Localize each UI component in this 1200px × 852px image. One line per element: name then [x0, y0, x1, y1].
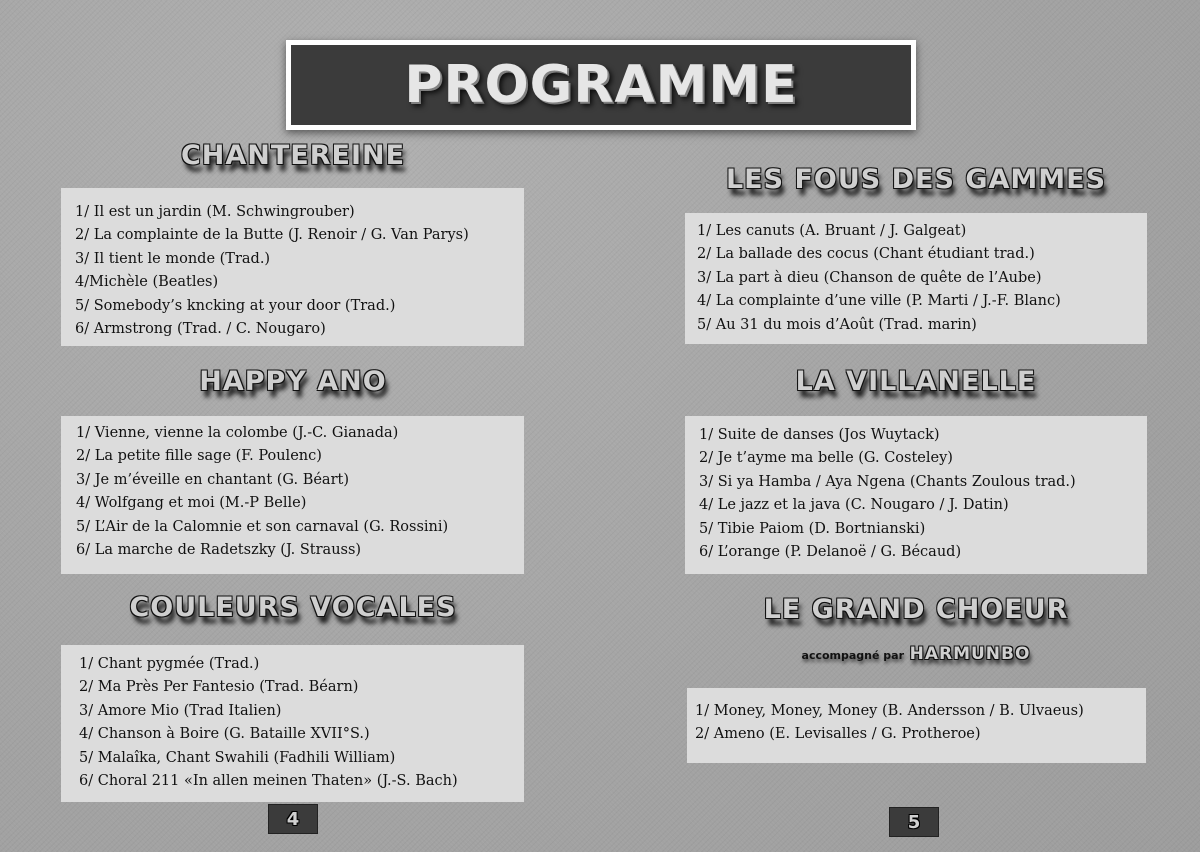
song-item: 6/ La marche de Radetszky (J. Strauss)	[76, 542, 362, 559]
page-number-right: 5	[889, 807, 939, 837]
song-item: 6/ L’orange (P. Delanoë / G. Bécaud)	[699, 544, 962, 561]
section-title-chantereine: CHANTEREINE	[180, 140, 406, 171]
song-item: 4/ La complainte d’une ville (P. Marti / J.-F. Blanc)	[697, 293, 1061, 310]
section-title-couleurs-vocales: COULEURS VOCALES	[129, 592, 457, 623]
song-list-chantereine	[61, 188, 524, 346]
song-item: 3/ Amore Mio (Trad Italien)	[79, 702, 282, 719]
song-item: 1/ Vienne, vienne la colombe (J.-C. Gianada)	[76, 425, 399, 441]
song-item: 3/ Je m’éveille en chantant (G. Béart)	[76, 471, 349, 488]
song-item: 2/ La petite fille sage (F. Poulenc)	[76, 448, 322, 465]
section-title-le-grand-choeur: LE GRAND CHOEUR	[763, 594, 1069, 625]
song-item: 5/ L’Air de la Calomnie et son carnaval (G. Rossini)	[76, 518, 449, 535]
song-item: 2/ Ma Près Per Fantesio (Trad. Béarn)	[79, 679, 359, 696]
song-list-happy-ano	[61, 416, 524, 574]
section-title-les-fous-des-gammes: LES FOUS DES GAMMES	[725, 164, 1107, 195]
song-item: 2/ Je t’ayme ma belle (G. Costeley)	[699, 450, 953, 467]
song-item: 1/ Il est un jardin (M. Schwingrouber)	[75, 204, 355, 220]
song-item: 1/ Money, Money, Money (B. Andersson / B. Ulvaeus)	[695, 703, 1084, 719]
programme-title: PROGRAMME	[404, 55, 798, 115]
section-title-la-villanelle: LA VILLANELLE	[795, 366, 1037, 397]
accompaniment-prefix: accompagné par	[801, 649, 905, 662]
song-item: 3/ Si ya Hamba / Aya Ngena (Chants Zoulous trad.)	[699, 473, 1076, 490]
song-list-la-villanelle	[685, 416, 1147, 574]
song-item: 5/ Au 31 du mois d’Août (Trad. marin)	[697, 316, 977, 333]
song-item: 1/ Chant pygmée (Trad.)	[79, 656, 260, 672]
song-item: 1/ Les canuts (A. Bruant / J. Galgeat)	[697, 223, 967, 239]
song-item: 2/ La ballade des cocus (Chant étudiant trad.)	[697, 246, 1035, 263]
song-list-couleurs-vocales	[61, 645, 524, 802]
accompaniment-subtitle	[684, 644, 1148, 664]
song-item: 6/ Armstrong (Trad. / C. Nougaro)	[75, 321, 326, 338]
programme-title-banner	[286, 40, 916, 130]
song-item: 5/ Malaîka, Chant Swahili (Fadhili William)	[79, 749, 396, 766]
song-item: 3/ Il tient le monde (Trad.)	[75, 250, 271, 267]
song-item: 1/ Suite de danses (Jos Wuytack)	[699, 427, 940, 443]
song-item: 5/ Somebody’s kncking at your door (Trad.)	[75, 297, 396, 314]
song-item: 2/ La complainte de la Butte (J. Renoir / G. Van Parys)	[75, 227, 469, 244]
song-item: 4/Michèle (Beatles)	[75, 274, 219, 291]
song-item: 4/ Chanson à Boire (G. Bataille XVII°S.)	[79, 726, 370, 743]
song-item: 5/ Tibie Paiom (D. Bortnianski)	[699, 520, 926, 537]
section-title-happy-ano: HAPPY ANO	[199, 366, 387, 397]
song-item: 2/ Ameno (E. Levisalles / G. Protheroe)	[695, 726, 981, 743]
song-list-le-grand-choeur	[687, 688, 1146, 763]
song-item: 6/ Choral 211 «In allen meinen Thaten» (J.-S. Bach)	[79, 773, 458, 790]
page-number-left: 4	[268, 804, 318, 834]
song-item: 4/ Le jazz et la java (C. Nougaro / J. Datin)	[699, 497, 1009, 514]
song-list-les-fous-des-gammes	[685, 213, 1147, 344]
song-item: 3/ La part à dieu (Chanson de quête de l’Aube)	[697, 269, 1042, 286]
accompaniment-name: HARMUNBO	[909, 644, 1031, 664]
song-item: 4/ Wolfgang et moi (M.-P Belle)	[76, 495, 307, 512]
